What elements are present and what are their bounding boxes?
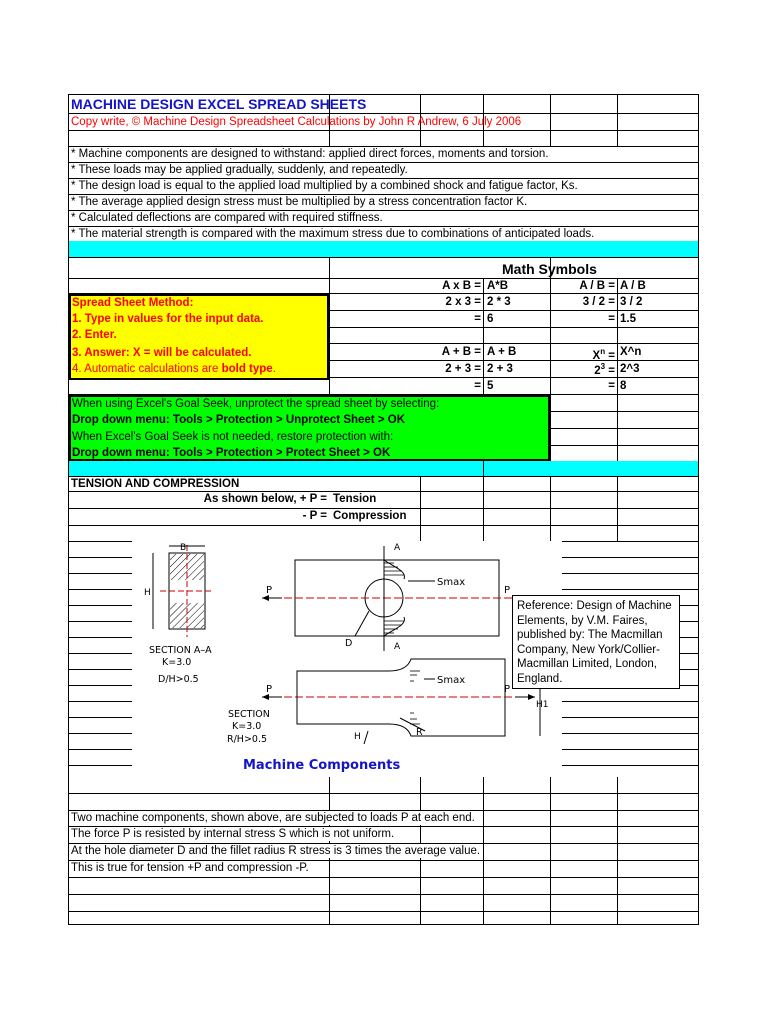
rh-label: R/H>0.5 (227, 734, 268, 745)
cyan-band (69, 241, 698, 258)
section-label: SECTION (228, 709, 270, 720)
add-value: A + B (487, 346, 517, 358)
div-example-label: 3 / 2 = (582, 296, 615, 308)
intro-line: * The average applied design stress must be multiplied by a stress concentration factor K. (71, 196, 528, 208)
reference-box: Reference: Design of Machine Elements, by V.M. Faires, published by: The Macmillan Company, New York/Collier-Macmillan Limited, London, England. (512, 595, 680, 689)
div-label: A / B = (579, 280, 615, 292)
p-label: P (504, 684, 511, 695)
p-label: P (266, 684, 273, 695)
description-line: The force P is resisted by internal stress S which is not uniform. (71, 828, 395, 840)
add-eq: = (474, 380, 481, 392)
div-eq: = (608, 313, 615, 325)
smax-label: Smax (437, 577, 466, 588)
mul-label: A x B = (442, 280, 481, 292)
machine-components-diagram (132, 541, 562, 777)
dh-label: D/H>0.5 (158, 674, 199, 685)
intro-line: * The design load is equal to the applied load multiplied by a combined shock and fatigue factor, Ks. (71, 180, 578, 192)
a-label: A (394, 642, 401, 652)
a-label: A (394, 543, 401, 553)
h-label: H (354, 732, 361, 742)
p-label: P (266, 585, 273, 596)
mul-example-value: 2 * 3 (487, 296, 511, 308)
row (69, 526, 698, 542)
cyan-band (69, 461, 698, 477)
method-step-3: 3. Answer: X = will be calculated. (72, 347, 252, 359)
goal-seek-line-3: When Excel's Goal Seek is not needed, restore protection with: (72, 431, 394, 443)
pow-value: X^n (620, 346, 642, 358)
goal-seek-line-2: Drop down menu: Tools > Protection > Unprotect Sheet > OK (72, 414, 405, 426)
diagram-svg (132, 541, 562, 777)
mul-value: A*B (487, 280, 509, 292)
b-label: B (180, 543, 187, 553)
pow-result: 8 (620, 380, 627, 392)
method-step-4: 4. Automatic calculations are bold type. (72, 363, 276, 375)
compression-label: - P = (302, 510, 327, 522)
tension-heading: TENSION AND COMPRESSION (71, 478, 240, 490)
section-aa-label: SECTION A–A (149, 645, 212, 656)
intro-line: * Calculated deflections are compared with required stiffness. (71, 212, 383, 224)
div-example-value: 3 / 2 (620, 296, 643, 308)
row (69, 777, 698, 794)
d-label: D (345, 638, 353, 649)
row (69, 258, 698, 279)
r-label: R (416, 727, 423, 738)
h1-label: H1 (536, 700, 549, 710)
add-example-value: 2 + 3 (487, 363, 513, 375)
mul-example-label: 2 x 3 = (445, 296, 481, 308)
add-result: 5 (487, 380, 494, 392)
math-symbols-heading: Math Symbols (502, 261, 597, 277)
pow-label: $X^n$ = (592, 347, 615, 362)
h-label: H (144, 588, 151, 598)
add-example-label: 2 + 3 = (445, 363, 481, 375)
section-aa-hatch-bottom (170, 603, 204, 628)
method-step-2: 2. Enter. (72, 329, 117, 341)
k-label-2: K=3.0 (232, 721, 262, 732)
smax-label: Smax (437, 675, 466, 686)
intro-line: * These loads may be applied gradually, suddenly, and repeatedly. (71, 164, 408, 176)
pow-example-value: 2^3 (620, 363, 640, 375)
div-value: A / B (620, 280, 646, 292)
row (69, 794, 698, 811)
goal-seek-box (69, 395, 550, 461)
description-line: Two machine components, shown above, are subjected to loads P at each end. (71, 812, 475, 824)
description-line: At the hole diameter D and the fillet radius R stress is 3 times the average value. (71, 845, 481, 857)
compression-value: Compression (333, 510, 407, 522)
method-heading: Spread Sheet Method: (72, 297, 194, 309)
sheet-title: MACHINE DESIGN EXCEL SPREAD SHEETS (71, 96, 367, 112)
add-label: A + B = (441, 346, 481, 358)
p-label: P (504, 585, 511, 596)
k-label-1: K=3.0 (162, 657, 192, 668)
row (69, 492, 698, 509)
mul-eq: = (474, 313, 481, 325)
description-line: This is true for tension +P and compression -P. (71, 862, 309, 874)
method-box (69, 294, 329, 380)
row (69, 878, 698, 895)
intro-line: * Machine components are designed to withstand: applied direct forces, moments and torsion. (71, 148, 549, 160)
goal-seek-line-1: When using Excel's Goal Seek, unprotect the spread sheet by selecting: (72, 398, 440, 410)
pow-example-label: $2^3$ = (594, 362, 615, 377)
tension-label: As shown below, + P = (203, 493, 327, 505)
spreadsheet (68, 94, 699, 925)
pow-eq: = (608, 380, 615, 392)
row (69, 131, 698, 147)
copyright-line: Copy write, © Machine Design Spreadsheet Calculations by John R Andrew, 6 July 2006 (71, 116, 522, 128)
diagram-caption: Machine Components (243, 758, 401, 773)
mul-result: 6 (487, 313, 494, 325)
h-leader (364, 731, 368, 744)
intro-line: * The material strength is compared with the maximum stress due to combinations of anticipated loads. (71, 228, 595, 240)
row (69, 895, 698, 912)
goal-seek-line-4: Drop down menu: Tools > Protection > Protect Sheet > OK (72, 447, 391, 459)
method-step-1: 1. Type in values for the input data. (72, 313, 264, 325)
tension-value: Tension (333, 493, 377, 505)
div-result: 1.5 (620, 313, 636, 325)
